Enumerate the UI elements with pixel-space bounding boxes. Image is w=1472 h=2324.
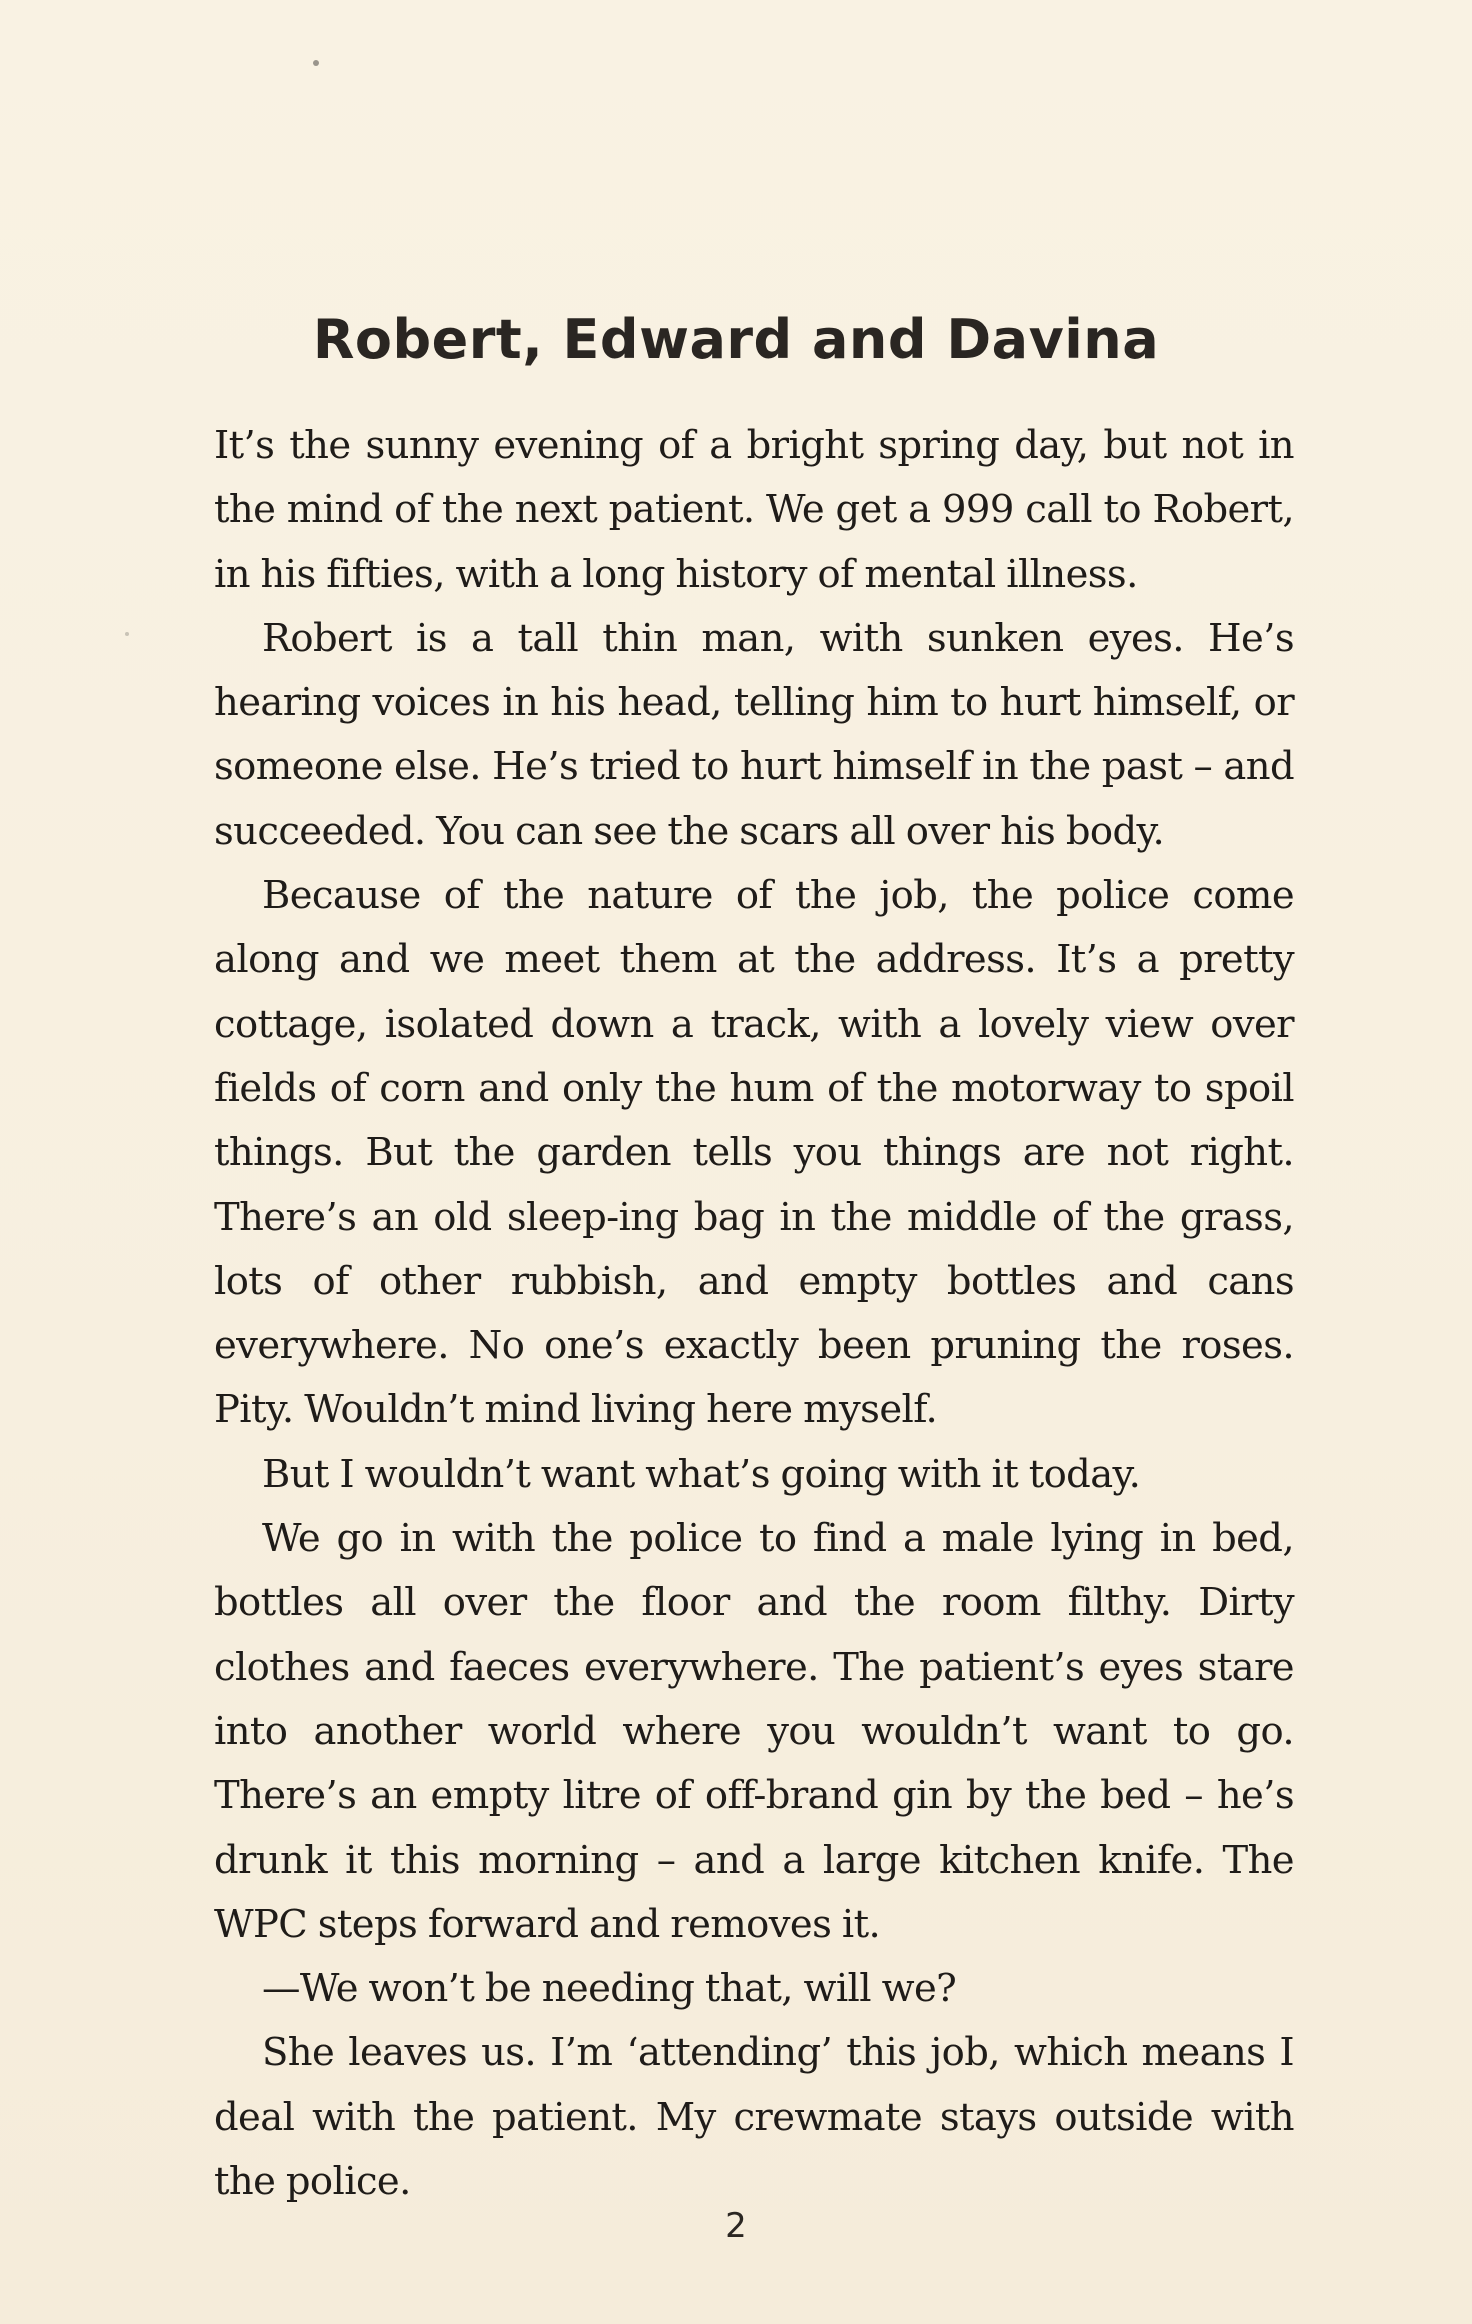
paragraph: We go in with the police to find a male lying in bed, bottles all over the floor and the room filthy. Dirty clothes and faeces everywhere. The patient’s eyes stare into another world where you wouldn’t want to go. There’s an empty litre of off-brand gin by the bed – he’s drunk it this morning – and a large kitchen knife. The WPC steps forward and removes it. <box>214 1516 1294 1947</box>
paragraph: Because of the nature of the job, the police come along and we meet them at the address. It’s a pretty cottage, isolated down a track, with a lovely view over fields of corn and only the hum of the motorway to spoil things. But the garden tells you things are not right. There’s an old sleep-ing bag in the middle of the grass, lots of other rubbish, and empty bottles and cans everywhere. No one’s exactly been pruning the roses. Pity. Wouldn’t mind living here myself. <box>214 873 1294 1433</box>
paragraph: —We won’t be needing that, will we? <box>262 1966 957 2012</box>
page-number: 2 <box>725 2206 747 2246</box>
paragraph: She leaves us. I’m ‘attending’ this job, which means I deal with the patient. My crewmate stays outside with the police. <box>214 2030 1294 2205</box>
paper-speck <box>313 60 319 66</box>
paragraph: Robert is a tall thin man, with sunken eyes. He’s hearing voices in his head, telling him to hurt himself, or someone else. He’s tried to hurt himself in the past – and succeeded. You can see the scars all over his body. <box>214 615 1294 854</box>
paragraph: It’s the sunny evening of a bright spring day, but not in the mind of the next patient. We get a 999 call to Robert, in his fifties, with a long history of mental illness. <box>214 423 1294 597</box>
chapter-title: Robert, Edward and Davina <box>312 308 1160 372</box>
paragraph: But I wouldn’t want what’s going with it today. <box>262 1451 1141 1497</box>
paper-speck <box>125 632 129 636</box>
chapter-body <box>214 414 1294 2214</box>
